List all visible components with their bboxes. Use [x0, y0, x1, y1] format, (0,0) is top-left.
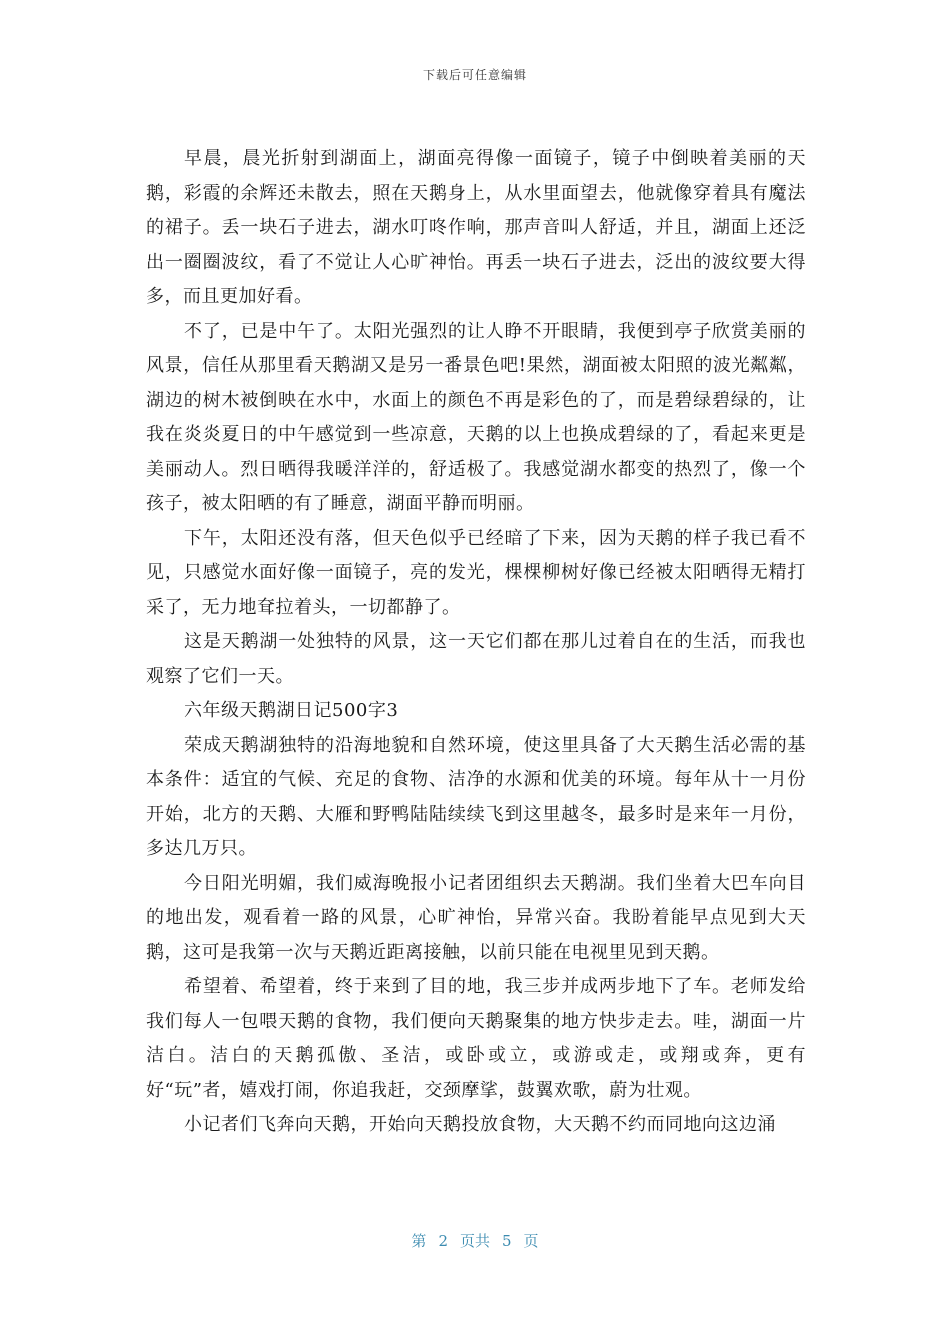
- section-title: 六年级天鹅湖日记500字3: [184, 700, 399, 721]
- page-footer: [0, 1230, 950, 1251]
- paragraph-trip: 今日阳光明媚，我们威海晚报小记者团组织去天鹅湖。我们坐着大巴车向目的地出发，观看着一路的风景，心旷神怡，异常兴奋。我盼着能早点见到大天鹅，这可是我第一次与天鹅近距离接触，以前只能在电视里见到天鹅。: [146, 872, 806, 963]
- paragraph-noon: 不了，已是中午了。太阳光强烈的让人睁不开眼睛，我便到亭子欣赏美丽的风景，信任从那里看天鹅湖又是另一番景色吧!果然，湖面被太阳照的波光粼粼，湖边的树木被倒映在水中，水面上的颜色不再是彩色的了，而是碧绿碧绿的，让我在炎炎夏日的中午感觉到一些凉意，天鹅的以上也换成碧绿的了，看起来更是美丽动人。烈日晒得我暖洋洋的，舒适极了。我感觉湖水都变的热烈了，像一个孩子，被太阳晒的有了睡意，湖面平静而明丽。: [146, 320, 806, 514]
- footer-page-number: 2: [438, 1232, 448, 1250]
- footer-middle: 页共: [459, 1232, 490, 1250]
- paragraph-arrival: 希望着、希望着，终于来到了目的地，我三步并成两步地下了车。老师发给我们每人一包喂天鹅的食物，我们便向天鹅聚集的地方快步走去。哇，湖面一片洁白。洁白的天鹅孤傲、圣洁，或卧或立，或游或走，或翔或奔，更有好“玩”者，嬉戏打闹，你追我赶，交颈摩挲，鼓翼欢歌，蔚为壮观。: [146, 976, 806, 1101]
- paragraph-summary: 这是天鹅湖一处独特的风景，这一天它们都在那儿过着自在的生活，而我也观察了它们一天。: [146, 631, 806, 687]
- document-body: [146, 142, 806, 1143]
- footer-total-pages: 5: [502, 1232, 512, 1250]
- footer-suffix: 页: [523, 1232, 539, 1250]
- footer-prefix: 第: [411, 1232, 427, 1250]
- page-header: 下载后可任意编辑: [422, 68, 527, 82]
- paragraph-morning: 早晨，晨光折射到湖面上，湖面亮得像一面镜子，镜子中倒映着美丽的天鹅，彩霞的余辉还未散去，照在天鹅身上，从水里面望去，他就像穿着具有魔法的裙子。丢一块石子进去，湖水叮咚作响，那声音叫人舒适，并且，湖面上还泛出一圈圈波纹，看了不觉让人心旷神怡。再丢一块石子进去，泛出的波纹要大得多，而且更加好看。: [146, 148, 806, 307]
- paragraph-afternoon: 下午，太阳还没有落，但天色似乎已经暗了下来，因为天鹅的样子我已看不见，只感觉水面好像一面镜子，亮的发光，棵棵柳树好像已经被太阳晒得无精打采了，无力地耷拉着头，一切都静了。: [146, 527, 806, 618]
- paragraph-feeding: 小记者们飞奔向天鹅，开始向天鹅投放食物，大天鹅不约而同地向这边涌: [184, 1114, 776, 1135]
- paragraph-intro: 荣成天鹅湖独特的沿海地貌和自然环境，使这里具备了大天鹅生活必需的基本条件：适宜的气候、充足的食物、洁净的水源和优美的环境。每年从十一月份开始，北方的天鹅、大雁和野鸭陆陆续续飞到这里越冬，最多时是来年一月份，多达几万只。: [146, 734, 806, 859]
